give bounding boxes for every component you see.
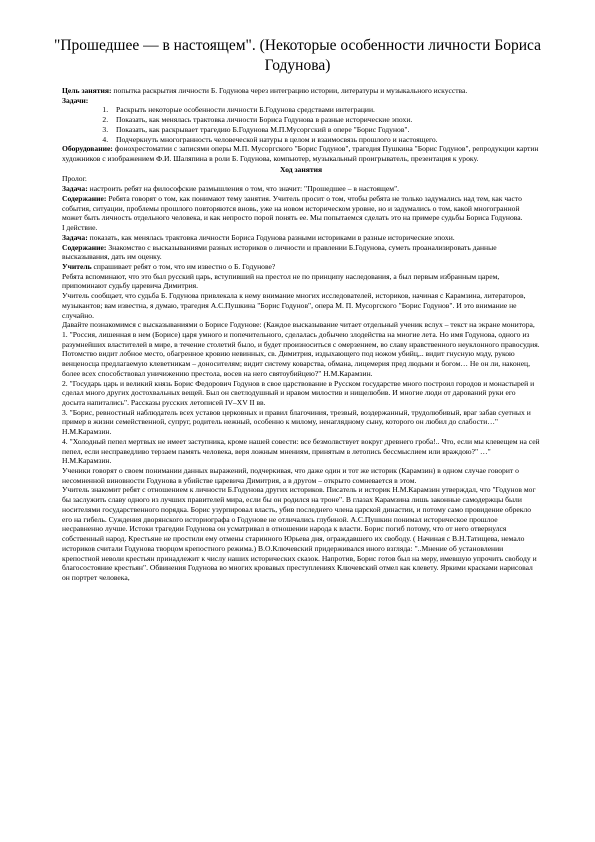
- quote-paragraph: 2. "Государь царь и великий князь Борис Федорович Годунов в свое царствование в Русском государстве много построил городов и монастырей и сделал много других достохвальных вещей. Был он светлодушный и нравом милостив и нищелюбив. И многие люди от дарований руки его досыта напитались". Рассказы русских летописей IV–XV II вв.: [62, 378, 535, 407]
- section-heading: Ход занятия: [279, 164, 323, 174]
- equipment-label: Оборудование:: [62, 144, 113, 154]
- equipment-text: фонохрестоматии с записями оперы М.П. Мусоргского "Борис Годунов", трагедия Пушкина "Борис Годунов", репродукции картин художников с изображением Ф.И. Шаляпина в роли Б. Годунова, компьютер, музыкальный проигрыватель, презентация к уроку.: [62, 144, 539, 164]
- quote-paragraph: 3. "Борис, ревностный наблюдатель всех уставов церковных и правил благочиния, трезвый, воздержанный, трудолюбивый, враг забав суетных и пример в жизни семейственной, супруг, родитель нежный, особенно к милому, ненаглядному сыну, которого он любил до слабости…" Н.М.Карамзин.: [62, 407, 531, 437]
- goal-label: Цель занятия:: [62, 86, 112, 95]
- tasks-list: [62, 105, 540, 144]
- teacher-question: Учитель спрашивает ребят о том, что им известно о Б. Годунове?: [62, 261, 276, 271]
- document-title: "Прошедшее — в настоящем". (Некоторые особенности личности Бориса Годунова): [54, 37, 541, 74]
- equipment-paragraph: [62, 144, 540, 163]
- quote-paragraph: 4. "Холодный пепел мертвых не имеет заступника, кроме нашей совести: все безмолвствует вокруг древнего гроба!.. Что, если мы клевещем на сей пепел, если несправедливо терзаем память человека, веря ложным мнениям, принятым в летопись бессмыслием или враждою?" …" Н.М.Карамзин.: [62, 436, 540, 466]
- body-paragraph: Учитель сообщает, что судьба Б. Годунова привлекала к нему внимание многих исследователей, историков, начиная с Карамзина, литераторов, музыкантов; вам известна, я думаю, трагедия А.С.Пушкина "Борис Годунов", опера М. П. Мусоргского "Борис Годунов". И это внимание не случайно.: [62, 291, 526, 320]
- prologue-label: Пролог.: [62, 174, 87, 184]
- task1-paragraph: Задача: настроить ребят на философские размышления о том, что значит: "Прошедшее – в настоящем".: [62, 184, 400, 194]
- body-paragraph: Давайте познакомимся с высказываниями о Борисе Годунове: (Каждое высказывание читает отдельный ученик вслух – текст на экране монитора,: [62, 320, 535, 330]
- body-paragraph: Ученики говорят о своем понимании данных выражений, подчеркивая, что даже один и тот же историк (Карамзин) в одном случае говорит о несомненной виновности Годунова в убийстве царевича Димитрия, а в другом – открыто сомневается в этом.: [62, 466, 519, 485]
- task-item: 3. Показать, как раскрывает трагедию Б.Годунова М.П.Мусоргский в опере "Борис Годунов".: [110, 125, 540, 135]
- goal-text: попытка раскрытия личности Б. Годунова через интеграцию истории, литературы и музыкального искусства.: [111, 86, 468, 95]
- task2-paragraph: Задача: показать, как менялась трактовка личности Бориса Годунова разными историками в разные исторические эпохи.: [62, 232, 455, 242]
- document-body: [62, 86, 540, 583]
- task-item: 4. Подчеркнуть многогранность человеческой натуры в целом и взаимосвязь прошлого и настоящего.: [110, 135, 540, 145]
- goal-paragraph: [62, 86, 540, 96]
- content1-paragraph: Содержание: Ребята говорят о том, как понимают тему занятия. Учитель просит о том, чтобы ребята не только задумались над тем, как часто события, ситуации, проблемы прошлого повторяются вновь, уже на новом историческом уровне, но и задумались о том, какой многогранной может быть личность отдельного человека, и как непросто порой понять ее. Мы попытаемся сделать это на примере судьбы Бориса Годунова.: [62, 193, 523, 223]
- action1-label: I действие.: [62, 223, 98, 233]
- task-item: 1. Раскрыть некоторые особенности личности Б.Годунова средствами интеграции.: [110, 105, 540, 115]
- body-paragraph: Учитель знакомит ребят с отношением к личности Б.Годунова других историков. Писатель и историк Н.М.Карамзин утверждал, что "Годунов мог бы заслужить славу одного из лучших правителей мира, если бы он родился на троне". В глазах Карамзина лишь законные самодержцы были носителями государственного порядка. Борис узурпировал власть, убив последнего члена царской династии, и потому само провидение обрекло его на гибель. Суждения дворянского историографа о Годунове не отличались глубиной. А.С.Пушкин понимал историческое прошлое несравненно лучше. Истоки трагедии Годунова он усматривал в отношении народа к власти. Борис погиб потому, что от него отвернулся собственный народ. Крестьяне не простили ему отмены старинного Юрьева дня, ограждавшего их свободу. ( Начиная с В.Н.Татищева, немало историков считали Годунова творцом крепостного режима.) В.О.Ключевский придерживался иного взгляда: "..Мнение об установлении крепостной неволи крестьян принадлежит к числу наших исторических сказок. Напротив, Борис готов был на меру, имевшую упрочить свободу и благосостояние крестьян". Обвинения Годунова во многих кровавых преступлениях Ключевский отмел как клевету. Яркими красками нарисовал он портрет человека,: [62, 485, 537, 582]
- task-item: 2. Показать, как менялась трактовка личности Бориса Годунова в разные исторические эпохи.: [110, 115, 540, 125]
- content2-paragraph: Содержание: Знакомство с высказываниями разных историков о личности и правлении Б.Годунова, суметь проанализировать данные высказывания, дать им оценку.: [62, 242, 497, 262]
- body-paragraph: Ребята вспоминают, что это был русский царь, вступивший на престол не по принципу наследования, а был первым избранным царем, припоминают судьбу царевича Димитрия.: [62, 271, 500, 291]
- quote-paragraph: 1. "Россия, лишенная в нем (Борисе) царя умного и попечительного, сделалась добычею злодейства на многие лета. Но имя Годунова, одного из разумнейших властителей в мире, в течение столетий было, и будет произноситься с омерзением, во славу нравственного неуклонного правосудия. Потомство видит лобное место, обагренное кровию невинных, св. Димитрия, издыхающего под ножом убийц,.. видит гнусную мзду, рукою венценосца предлагаемую клеветникам – доносителям; видит систему коварства, обмана, лицемерия пред людьми и богом… Не он ли, наконец, более всех способствовал уничижению престола, восев на него святоубийцею?" Н.М.Карамзин.: [62, 329, 540, 378]
- tasks-label: Задачи:: [62, 95, 89, 105]
